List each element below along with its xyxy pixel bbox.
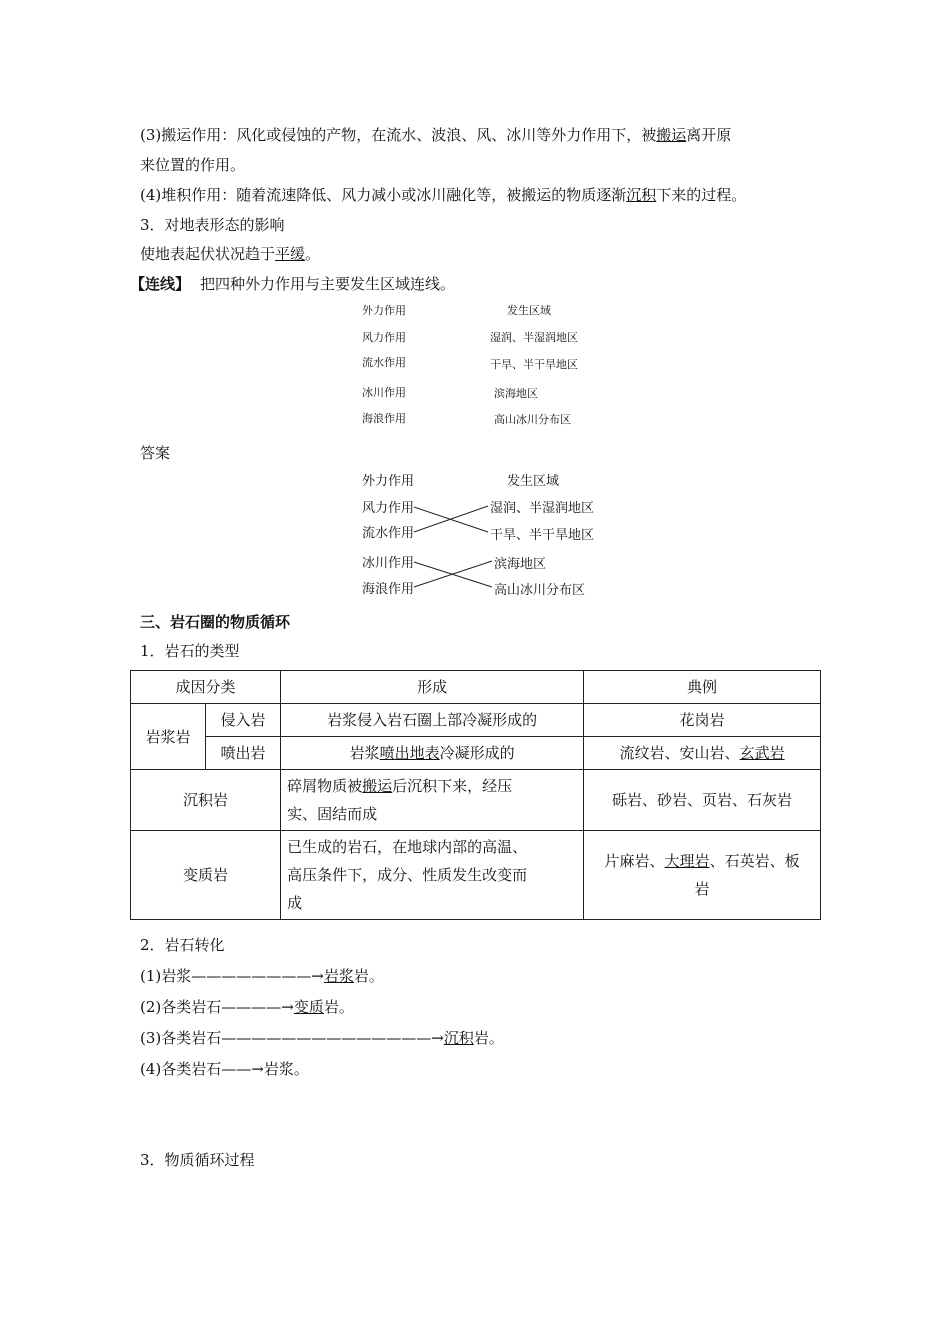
form-cell: 岩浆侵入岩石圈上部冷凝形成的	[281, 704, 584, 737]
right-item: 干旱、半干旱地区	[490, 528, 595, 543]
answer-underline: 岩浆	[323, 967, 354, 985]
arrow: ————→	[221, 998, 294, 1016]
form-line: 高压条件下，成分、性质发生改变而	[287, 866, 528, 884]
answer-underline: 玄武岩	[739, 744, 785, 762]
left-item: 风力作用	[362, 501, 415, 516]
left-item: 风力作用	[362, 331, 406, 344]
left-header: 外力作用	[362, 304, 406, 317]
text: (3)搬运作用：风化或侵蚀的产物，在流水、波浪、风、冰川等外力作用下，被	[140, 126, 657, 144]
text: (1)岩浆	[140, 967, 192, 985]
type-cell: 喷出岩	[206, 737, 281, 770]
text: 把四种外力作用与主要发生区域连线。	[200, 275, 456, 293]
form-line	[287, 772, 577, 800]
left-item: 海浪作用	[362, 582, 415, 597]
type-cell: 侵入岩	[206, 704, 281, 737]
form-line: 实、固结而成	[287, 805, 378, 823]
text: (3)各类岩石	[140, 1029, 222, 1047]
rock-types-table	[130, 670, 821, 920]
type-cell: 沉积岩	[131, 770, 281, 831]
form-line: 已生成的岩石，在地球内部的高温、	[287, 838, 528, 856]
text: 离开原	[686, 126, 732, 144]
right-item: 湿润、半湿润地区	[490, 501, 595, 516]
example-cell: 花岗岩	[584, 704, 821, 737]
transform-item	[140, 1028, 504, 1048]
example-cell	[584, 831, 821, 920]
text: 片麻岩、	[604, 852, 665, 870]
arrow: ——————————————→	[221, 1029, 444, 1047]
right-item: 高山冰川分布区	[494, 583, 586, 598]
form-cell	[281, 831, 584, 920]
form-cell	[281, 737, 584, 770]
type-cell: 变质岩	[131, 831, 281, 920]
heading-surface-effect: 3．对地表形态的影响	[140, 216, 285, 234]
text: 岩浆	[349, 744, 380, 762]
answer-underline: 搬运	[362, 777, 393, 795]
text: (4)各类岩石	[140, 1060, 222, 1078]
answer-underline: 变质	[293, 998, 324, 1016]
answer-underline: 大理岩	[664, 852, 710, 870]
answer-underline: 沉积	[626, 186, 657, 204]
right-item: 湿润、半湿润地区	[490, 331, 578, 344]
subheading-transformation: 2．岩石转化	[140, 936, 225, 954]
answer-underline: 沉积	[443, 1029, 474, 1047]
header-cell: 形成	[281, 671, 584, 704]
example-cell	[584, 737, 821, 770]
table-row	[131, 704, 821, 737]
right-header: 发生区域	[507, 474, 560, 489]
transform-item	[140, 997, 354, 1017]
answer-underline: 搬运	[656, 126, 687, 144]
text: 下来的过程。	[656, 186, 747, 204]
text: 。	[305, 245, 321, 263]
section-title: 三、岩石圈的物质循环	[140, 613, 291, 631]
left-item: 冰川作用	[362, 556, 415, 571]
transform-item	[140, 966, 384, 986]
text: 使地表起伏状况趋于	[140, 245, 276, 263]
transform-item	[140, 1059, 309, 1079]
header-cell: 成因分类	[131, 671, 281, 704]
text: 流纹岩、安山岩、	[619, 744, 740, 762]
form-line: 成	[287, 894, 303, 912]
text: 岩浆。	[263, 1060, 309, 1078]
left-item: 流水作用	[362, 526, 415, 541]
text: 碎屑物质被	[287, 777, 363, 795]
answer-label: 答案	[140, 444, 171, 462]
text: 后沉积下来，经压	[392, 777, 513, 795]
example-line: 岩	[694, 880, 710, 898]
table-row	[131, 831, 821, 920]
text: 岩。	[353, 967, 384, 985]
text: (2)各类岩石	[140, 998, 222, 1016]
right-header: 发生区域	[507, 304, 551, 317]
answer-underline: 平缓	[275, 245, 306, 263]
header-cell: 典例	[584, 671, 821, 704]
right-item: 滨海地区	[494, 557, 547, 572]
text: 、石英岩、板	[709, 852, 800, 870]
table-row	[131, 737, 821, 770]
table-header-row	[131, 671, 821, 704]
subheading-cycle: 3．物质循环过程	[140, 1151, 255, 1169]
table-row	[131, 770, 821, 831]
right-item: 滨海地区	[494, 387, 538, 400]
right-item: 干旱、半干旱地区	[490, 358, 578, 371]
form-cell	[281, 770, 584, 831]
paragraph-transport-cont: 来位置的作用。	[140, 156, 246, 174]
arrow: ——→	[221, 1060, 264, 1078]
matching-tag: 【连线】	[130, 275, 191, 293]
answer-underline: 喷出地表	[379, 744, 440, 762]
example-cell: 砾岩、砂岩、页岩、石灰岩	[584, 770, 821, 831]
text: 冷凝形成的	[439, 744, 515, 762]
connection-lines	[0, 0, 950, 620]
left-item: 海浪作用	[362, 412, 406, 425]
text: 岩。	[323, 998, 354, 1016]
left-item: 冰川作用	[362, 386, 406, 399]
right-item: 高山冰川分布区	[494, 413, 571, 426]
arrow: ————————→	[191, 967, 324, 985]
text: (4)堆积作用：随着流速降低、风力减小或冰川融化等，被搬运的物质逐渐	[140, 186, 627, 204]
left-item: 流水作用	[362, 356, 406, 369]
example-line	[590, 847, 814, 875]
left-header: 外力作用	[362, 474, 415, 489]
subheading-rock-types: 1．岩石的类型	[140, 642, 240, 660]
text: 岩。	[473, 1029, 504, 1047]
magma-cell: 岩浆岩	[131, 704, 206, 770]
